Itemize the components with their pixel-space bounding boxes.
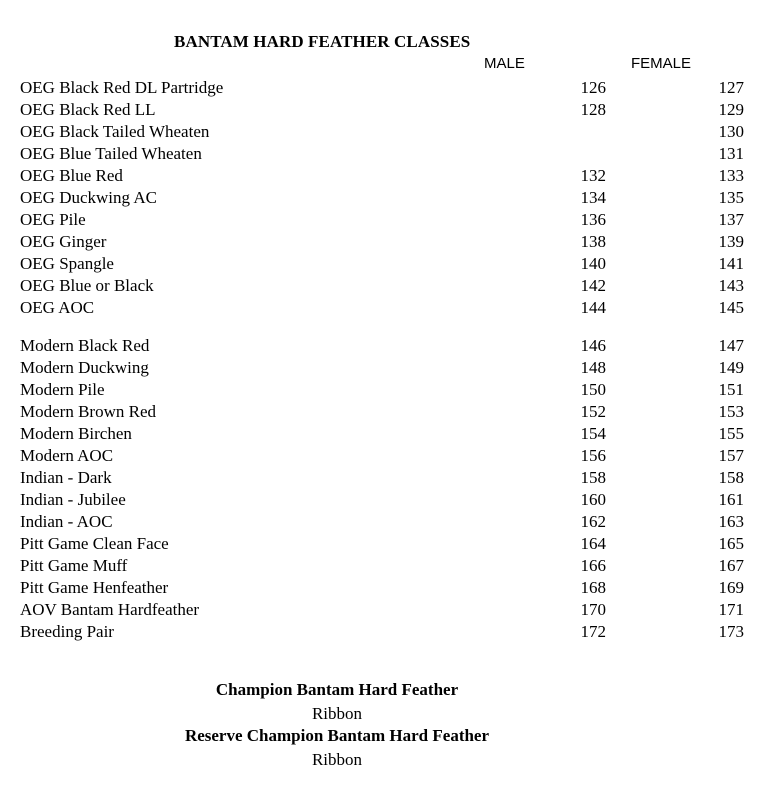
male-class-number: 132	[580, 166, 606, 185]
class-name: Pitt Game Henfeather	[20, 578, 169, 597]
table-row	[20, 187, 744, 209]
class-name: OEG Blue Red	[20, 166, 123, 185]
male-class-number: 168	[580, 578, 606, 597]
table-row	[20, 379, 744, 401]
male-class-number: 144	[580, 298, 606, 317]
champion-title: Champion Bantam Hard Feather	[215, 680, 459, 699]
reserve-champion-award: Ribbon	[311, 750, 363, 769]
female-class-number: 149	[718, 358, 744, 377]
champion-award: Ribbon	[311, 704, 363, 723]
table-row	[20, 121, 744, 143]
class-name: OEG Ginger	[20, 232, 107, 251]
female-class-number: 167	[718, 556, 744, 575]
male-class-number: 164	[580, 534, 606, 553]
male-class-number: 148	[580, 358, 606, 377]
class-name: OEG Spangle	[20, 254, 114, 273]
table-row	[20, 423, 744, 445]
male-class-number: 158	[580, 468, 606, 487]
female-class-number: 151	[718, 380, 744, 399]
female-class-number: 145	[718, 298, 744, 317]
male-class-number: 166	[580, 556, 606, 575]
female-class-number: 127	[718, 78, 744, 97]
female-class-number: 139	[718, 232, 744, 251]
female-class-number: 135	[718, 188, 744, 207]
table-row	[20, 467, 744, 489]
table-row	[20, 401, 744, 423]
class-name: Modern Brown Red	[20, 402, 156, 421]
male-class-number: 146	[580, 336, 606, 355]
male-class-number: 150	[580, 380, 606, 399]
table-row	[20, 511, 744, 533]
class-name: Pitt Game Clean Face	[20, 534, 169, 553]
female-class-number: 141	[718, 254, 744, 273]
class-name: AOV Bantam Hardfeather	[20, 600, 200, 619]
table-row	[20, 231, 744, 253]
table-row	[20, 577, 744, 599]
class-name: Modern Duckwing	[20, 358, 149, 377]
class-name: OEG Duckwing AC	[20, 188, 157, 207]
table-row	[20, 445, 744, 467]
table-row	[20, 555, 744, 577]
female-class-number: 169	[718, 578, 744, 597]
female-class-number: 161	[718, 490, 744, 509]
table-row	[20, 357, 744, 379]
class-name: OEG Blue Tailed Wheaten	[20, 144, 202, 163]
class-name: Modern AOC	[20, 446, 114, 465]
female-class-number: 137	[718, 210, 744, 229]
class-name: Modern Black Red	[20, 336, 150, 355]
table-row	[20, 209, 744, 231]
table-row	[20, 297, 744, 319]
document-title: BANTAM HARD FEATHER CLASSES	[174, 32, 471, 51]
male-class-number: 142	[580, 276, 606, 295]
table-row	[20, 599, 744, 621]
female-class-number: 171	[718, 600, 744, 619]
class-name: OEG Black Red LL	[20, 100, 156, 119]
table-row	[20, 489, 744, 511]
male-class-number: 134	[580, 188, 606, 207]
table-row	[20, 77, 744, 99]
male-class-number: 136	[580, 210, 606, 229]
table-row	[20, 533, 744, 555]
class-name: Pitt Game Muff	[20, 556, 128, 575]
class-name: Indian - Dark	[20, 468, 112, 487]
male-class-number: 162	[580, 512, 606, 531]
class-name: OEG Black Tailed Wheaten	[20, 122, 210, 141]
class-name: Indian - AOC	[20, 512, 113, 531]
female-class-number: 153	[718, 402, 744, 421]
female-class-number: 165	[718, 534, 744, 553]
female-class-number: 133	[718, 166, 744, 185]
male-class-number: 154	[580, 424, 606, 443]
female-class-number: 155	[718, 424, 744, 443]
female-column-header: FEMALE	[631, 55, 692, 72]
table-row	[20, 99, 744, 121]
male-class-number: 152	[580, 402, 606, 421]
table-row	[20, 165, 744, 187]
female-class-number: 173	[718, 622, 744, 641]
male-class-number: 172	[580, 622, 606, 641]
male-class-number: 140	[580, 254, 606, 273]
female-class-number: 158	[718, 468, 744, 487]
class-name: Breeding Pair	[20, 622, 114, 641]
table-row	[20, 275, 744, 297]
female-class-number: 147	[718, 336, 744, 355]
male-column-header: MALE	[484, 55, 525, 72]
class-name: Modern Birchen	[20, 424, 132, 443]
table-row	[20, 621, 744, 643]
male-class-number: 170	[580, 600, 606, 619]
female-class-number: 163	[718, 512, 744, 531]
female-class-number: 157	[718, 446, 744, 465]
female-class-number: 143	[718, 276, 744, 295]
class-name: OEG Black Red DL Partridge	[20, 78, 224, 97]
male-class-number: 126	[580, 78, 606, 97]
class-name: Indian - Jubilee	[20, 490, 126, 509]
female-class-number: 130	[718, 122, 744, 141]
class-name: OEG AOC	[20, 298, 95, 317]
class-name: OEG Pile	[20, 210, 86, 229]
table-row	[20, 143, 744, 165]
class-name: OEG Blue or Black	[20, 276, 154, 295]
table-row	[20, 253, 744, 275]
male-class-number: 138	[580, 232, 606, 251]
male-class-number: 160	[580, 490, 606, 509]
male-class-number: 156	[580, 446, 606, 465]
female-class-number: 131	[718, 144, 744, 163]
female-class-number: 129	[718, 100, 744, 119]
table-row	[20, 335, 744, 357]
male-class-number: 128	[580, 100, 606, 119]
class-name: Modern Pile	[20, 380, 105, 399]
reserve-champion-title: Reserve Champion Bantam Hard Feather	[184, 726, 490, 745]
